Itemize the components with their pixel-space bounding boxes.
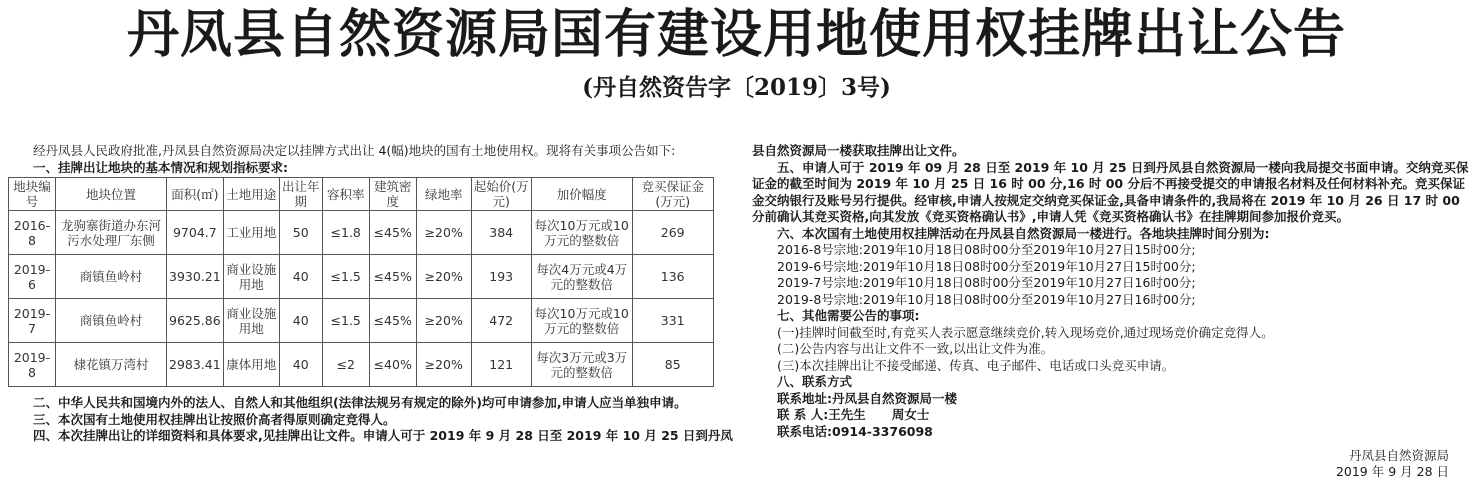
- schedule-item: 2016-8号宗地:2019年10月18日08时00分至2019年10月27日15时00分;: [777, 242, 1196, 257]
- contact-phone: 联系电话:0914-3376098: [777, 423, 933, 439]
- notice-item: (一)挂牌时间截至时,有竞买人表示愿意继续竞价,转入现场竞价,通过现场竞价确定竞得人。: [777, 324, 1274, 340]
- table-row: [9, 211, 714, 255]
- section-4: 四、本次挂牌出让的详细资料和具体要求,见挂牌出让文件。申请人可于 2019 年 9 月 28 日至 2019 年 10 月 25 日到丹凤: [33, 428, 733, 443]
- table-cell: 商镇鱼岭村: [56, 255, 167, 299]
- section-6-title: 六、本次国有土地使用权挂牌活动在丹凤县自然资源局一楼进行。各地块挂牌时间分别为:: [777, 225, 1270, 241]
- section-3: 三、本次国有土地使用权挂牌出让按照价高者得原则确定竞得人。: [33, 411, 396, 427]
- table-cell: 331: [632, 299, 713, 343]
- table-cell: 85: [632, 343, 713, 387]
- table-cell: ≥20%: [416, 299, 471, 343]
- table-row: [9, 299, 714, 343]
- table-header: 出让年期: [279, 178, 322, 211]
- table-cell: 每次4万元或4万元的整数倍: [531, 255, 632, 299]
- table-cell: ≤1.5: [322, 299, 369, 343]
- table-cell: 每次10万元或10万元的整数倍: [531, 211, 632, 255]
- table-cell: ≥20%: [416, 255, 471, 299]
- table-header: 土地用途: [223, 178, 279, 211]
- announcement-title: 丹凤县自然资源局国有建设用地使用权挂牌出让公告: [126, 5, 1346, 65]
- table-cell: 商镇鱼岭村: [56, 299, 167, 343]
- schedule-item: 2019-6号宗地:2019年10月18日08时00分至2019年10月27日15时00分;: [777, 258, 1196, 274]
- table-cell: 9625.86: [167, 299, 224, 343]
- table-cell: 40: [279, 299, 322, 343]
- notice-item: (二)公告内容与出让文件不一致,以出让文件为准。: [777, 341, 1054, 356]
- table-cell: ≥20%: [416, 343, 471, 387]
- table-cell: 龙驹寨街道办东河污水处理厂东侧: [56, 211, 167, 255]
- notice-item: (三)本次挂牌出让不接受邮递、传真、电子邮件、电话或口头竞买申请。: [777, 357, 1175, 373]
- table-cell: 2019-7: [9, 299, 56, 343]
- table-cell: ≤40%: [369, 343, 416, 387]
- intro-paragraph: 经丹凤县人民政府批准,丹凤县自然资源局决定以挂牌方式出让 4(幅)地块的国有土地使用权。现将有关事项公告如下:: [33, 143, 676, 158]
- table-cell: 康体用地: [223, 343, 279, 387]
- table-cell: ≤2: [322, 343, 369, 387]
- table-cell: 每次3万元或3万元的整数倍: [531, 343, 632, 387]
- table-cell: 2016-8: [9, 211, 56, 255]
- table-cell: 商业设施用地: [223, 299, 279, 343]
- schedule-item: 2019-7号宗地:2019年10月18日08时00分至2019年10月27日16时00分;: [777, 275, 1196, 290]
- table-cell: ≤1.8: [322, 211, 369, 255]
- section-1-title: 一、挂牌出让地块的基本情况和规划指标要求:: [33, 159, 288, 175]
- table-header: 起始价(万元): [471, 178, 531, 211]
- section-4-continued: 县自然资源局一楼获取挂牌出让文件。: [752, 143, 965, 158]
- table-cell: 384: [471, 211, 531, 255]
- table-cell: 121: [471, 343, 531, 387]
- table-cell: ≤45%: [369, 211, 416, 255]
- table-header: 竞买保证金(万元): [632, 178, 713, 211]
- table-cell: ≤45%: [369, 299, 416, 343]
- contact-address: 联系地址:丹凤县自然资源局一楼: [777, 390, 957, 406]
- table-cell: 269: [632, 211, 713, 255]
- section-8-title: 八、联系方式: [777, 374, 853, 389]
- land-parcel-table: [8, 177, 714, 387]
- table-cell: 40: [279, 255, 322, 299]
- table-row: [9, 343, 714, 387]
- table-header: 地块位置: [56, 178, 167, 211]
- table-cell: 472: [471, 299, 531, 343]
- table-cell: ≤1.5: [322, 255, 369, 299]
- table-header: 建筑密度: [369, 178, 416, 211]
- signature-block: [1336, 448, 1449, 480]
- table-cell: ≤45%: [369, 255, 416, 299]
- issue-date: 2019 年 9 月 28 日: [1335, 464, 1449, 479]
- section-7-title: 七、其他需要公告的事项:: [777, 308, 920, 323]
- table-cell: 工业用地: [223, 211, 279, 255]
- table-cell: 2019-6: [9, 255, 56, 299]
- section-5: 五、申请人可于 2019 年 09 月 28 日至 2019 年 10 月 25 日到丹凤县自然资源局一楼向我局提交书面申请。交纳竞买保证金的截至时间为 2019 年 10 月 25 日 16 时 00 分,16 时 00 分后不再接受提交的申请报名材料及任何材料补充。竞买保证金交纳银行及账号另行提供。经审核,申请人按规定交纳竞买保证金,具备申请条件的,我局将在 2019 年 10 月 26 日 17 时 00 分前确认其竞买资格,向其发放《竞买资格确认书》,申请人凭《竞买资格确认书》在挂牌期间参加报价竞买。: [752, 159, 1469, 224]
- table-cell: ≥20%: [416, 211, 471, 255]
- right-column: [752, 143, 1470, 440]
- table-cell: 50: [279, 211, 322, 255]
- table-cell: 3930.21: [167, 255, 224, 299]
- table-cell: 商业设施用地: [223, 255, 279, 299]
- schedule-item: 2019-8号宗地:2019年10月18日08时00分至2019年10月27日16时00分;: [777, 291, 1196, 307]
- section-2: 二、中华人民共和国境内外的法人、自然人和其他组织(法律法规另有规定的除外)均可申请参加,申请人应当单独申请。: [33, 395, 687, 410]
- table-cell: 193: [471, 255, 531, 299]
- table-cell: 40: [279, 343, 322, 387]
- table-header: 绿地率: [416, 178, 471, 211]
- table-cell: 2019-8: [9, 343, 56, 387]
- table-header: 地块编号: [9, 178, 56, 211]
- table-header-row: [9, 178, 714, 211]
- table-cell: 9704.7: [167, 211, 224, 255]
- table-header: 面积(㎡): [167, 178, 224, 211]
- table-cell: 136: [632, 255, 713, 299]
- table-header: 容积率: [322, 178, 369, 211]
- issuing-organization: 丹凤县自然资源局: [1348, 448, 1449, 463]
- table-cell: 棣花镇万湾村: [56, 343, 167, 387]
- table-header: 加价幅度: [531, 178, 632, 211]
- table-cell: 每次10万元或10万元的整数倍: [531, 299, 632, 343]
- table-row: [9, 255, 714, 299]
- left-column: [8, 143, 733, 445]
- table-cell: 2983.41: [167, 343, 224, 387]
- document-number: (丹自然资告字〔2019〕3号): [582, 74, 891, 101]
- contact-person: 联 系 人:王先生 周女士: [777, 407, 930, 422]
